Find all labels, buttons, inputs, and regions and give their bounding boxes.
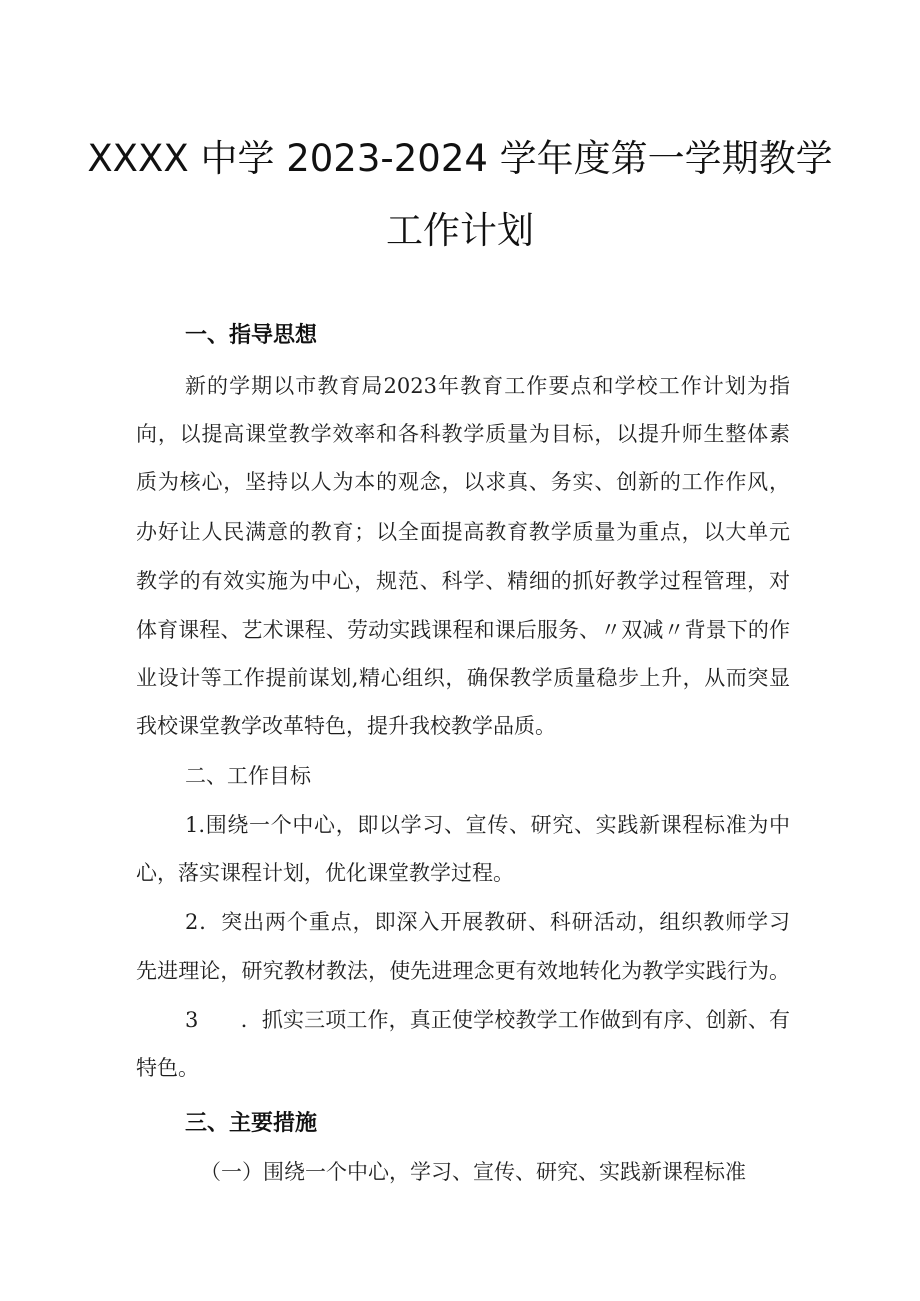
- section-1-line-2: 向，以提高课堂教学效率和各科教学质量为目标，以提升师生整体素: [136, 422, 790, 446]
- section-1-line-7: 业设计等工作提前谋划,精心组织，确保教学质量稳步上升，从而突显: [136, 666, 790, 690]
- section-3-heading: 三、主要措施: [185, 1111, 318, 1136]
- section-1-line-6: 体育课程、艺术课程、劳动实践课程和课后服务、〃双减〃背景下的作: [136, 618, 790, 642]
- section-1-line-1: 新的学期以市教育局2023年教育工作要点和学校工作计划为指: [185, 374, 790, 398]
- section-2-item-1-line-1: 1.围绕一个中心，即以学习、宣传、研究、实践新课程标准为中: [185, 813, 790, 837]
- section-3-subheading-1: （一）围绕一个中心，学习、宣传、研究、实践新课程标准: [200, 1160, 746, 1184]
- section-2-item-3-line-2: 特色。: [136, 1056, 199, 1080]
- section-2-item-2-line-2: 先进理论，研究教材教法，使先进理念更有效地转化为教学实践行为。: [136, 959, 790, 983]
- section-1-line-3: 质为核心，坚持以人为本的观念，以求真、务实、创新的工作作风，: [136, 470, 790, 494]
- section-1-line-4: 办好让人民满意的教育；以全面提高教育教学质量为重点，以大单元: [136, 520, 790, 544]
- section-1-line-5: 教学的有效实施为中心，规范、科学、精细的抓好教学过程管理，对: [136, 569, 790, 593]
- section-2-item-3-line-1: 3 ．抓实三项工作，真正使学校教学工作做到有序、创新、有: [185, 1008, 790, 1032]
- document-title-line-2: 工作计划: [386, 209, 534, 252]
- document-title-line-1: XXXX 中学 2023-2024 学年度第一学期教学: [87, 137, 833, 180]
- section-1-heading: 一、指导思想: [185, 323, 318, 348]
- section-2-heading: 二、工作目标: [185, 764, 311, 788]
- section-2-item-1-line-2: 心，落实课程计划，优化课堂教学过程。: [136, 861, 514, 885]
- section-1-line-8: 我校课堂教学改革特色，提升我校教学品质。: [136, 714, 556, 738]
- section-2-item-2-line-1: 2．突出两个重点，即深入开展教研、科研活动，组织教师学习: [185, 910, 790, 934]
